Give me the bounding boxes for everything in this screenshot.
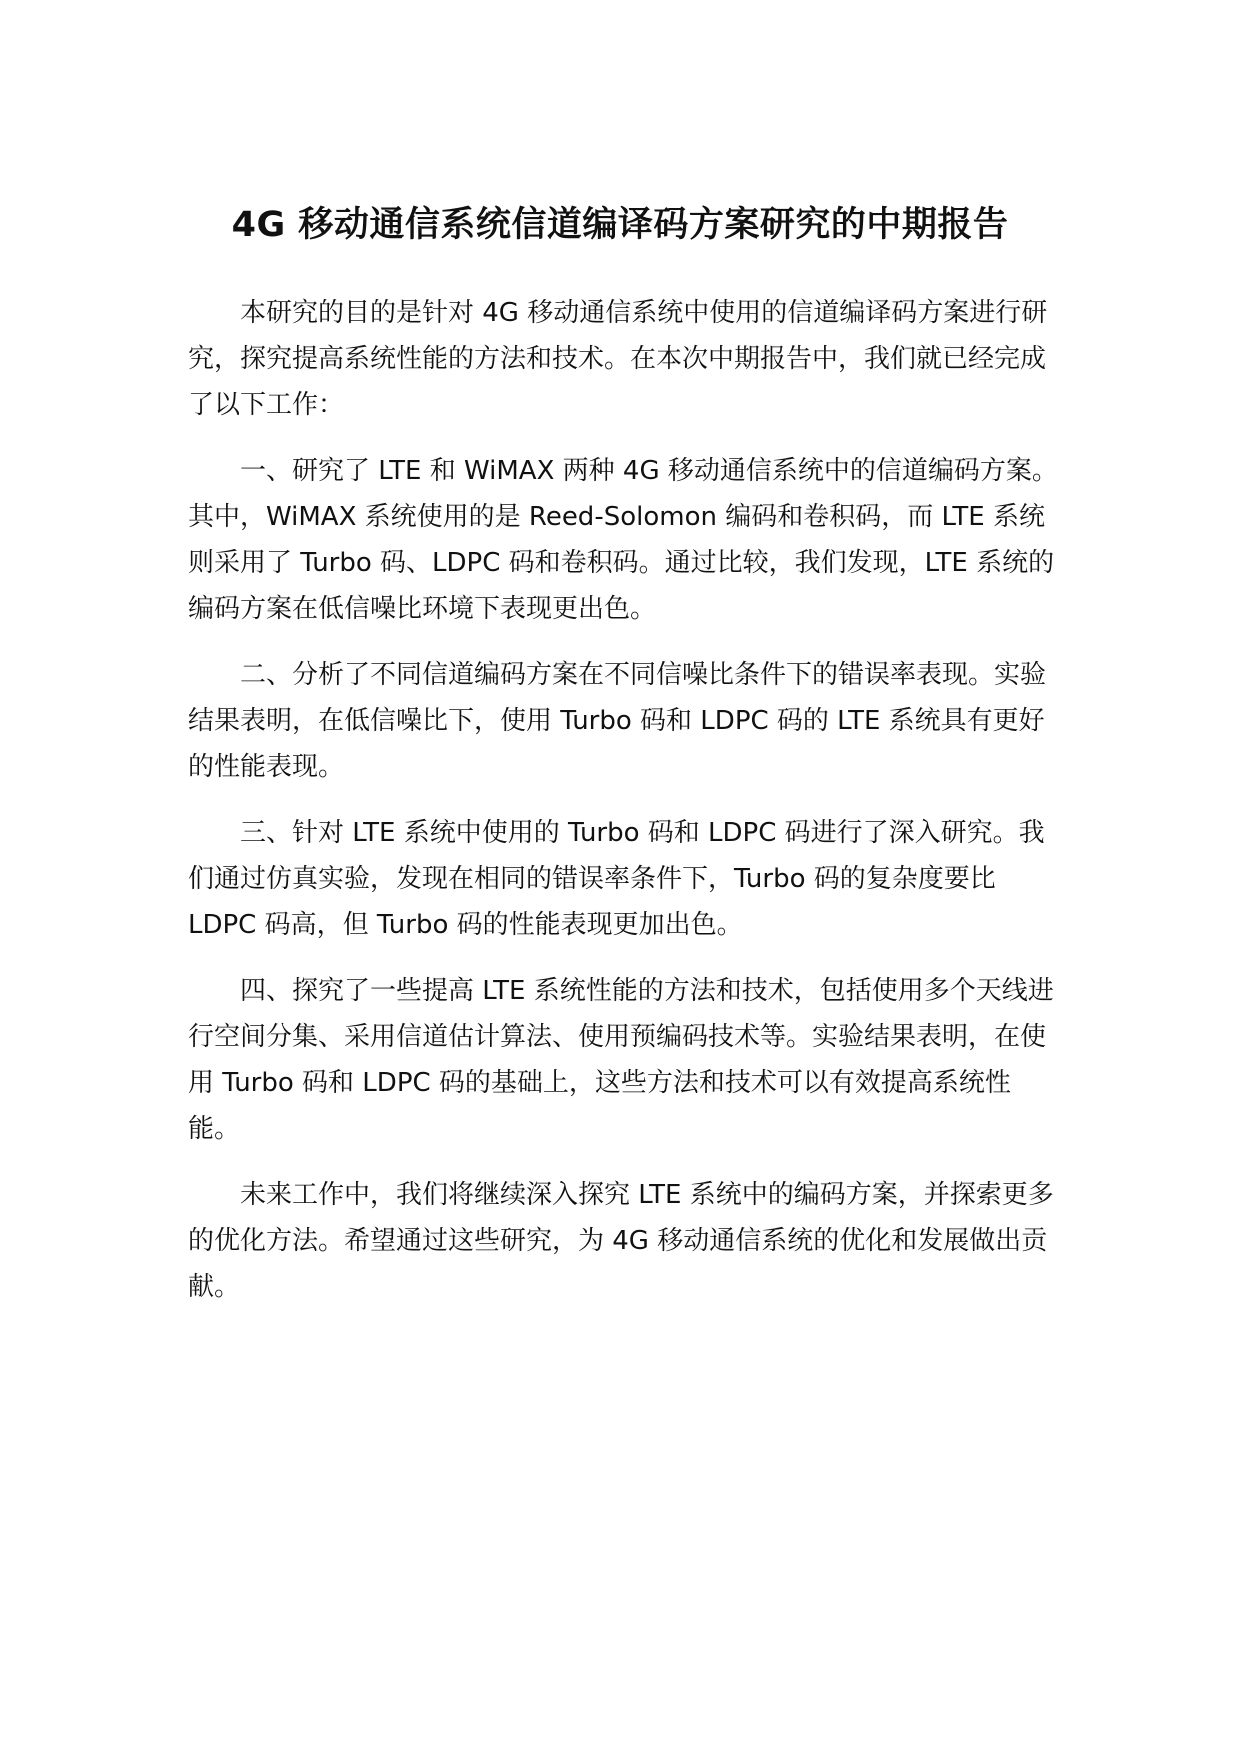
paragraph-intro: 本研究的目的是针对 4G 移动通信系统中使用的信道编译码方案进行研究，探究提高系统性能的方法和技术。在本次中期报告中，我们就已经完成了以下工作： (188, 298, 1048, 420)
paragraph-item-2: 二、分析了不同信道编码方案在不同信噪比条件下的错误率表现。实验结果表明，在低信噪比下，使用 Turbo 码和 LDPC 码的 LTE 系统具有更好的性能表现。 (188, 660, 1047, 782)
paragraph-item-1: 一、研究了 LTE 和 WiMAX 两种 4G 移动通信系统中的信道编码方案。其中，WiMAX 系统使用的是 Reed-Solomon 编码和卷积码，而 LTE 系统则采用了 Turbo 码、LDPC 码和卷积码。通过比较，我们发现，LTE 系统的编码方案在低信噪比环境下表现更出色。 (188, 456, 1058, 624)
document-body (188, 290, 1058, 1330)
document-title: 4G 移动通信系统信道编译码方案研究的中期报告 (231, 205, 1009, 246)
paragraph-item-3: 三、针对 LTE 系统中使用的 Turbo 码和 LDPC 码进行了深入研究。我们通过仿真实验，发现在相同的错误率条件下，Turbo 码的复杂度要比 LDPC 码高，但 Turbo 码的性能表现更加出色。 (188, 818, 1045, 940)
paragraph-item-4: 四、探究了一些提高 LTE 系统性能的方法和技术，包括使用多个天线进行空间分集、采用信道估计算法、使用预编码技术等。实验结果表明，在使用 Turbo 码和 LDPC 码的基础上，这些方法和技术可以有效提高系统性能。 (188, 976, 1054, 1144)
paragraph-conclusion: 未来工作中，我们将继续深入探究 LTE 系统中的编码方案，并探索更多的优化方法。希望通过这些研究，为 4G 移动通信系统的优化和发展做出贡献。 (188, 1180, 1054, 1302)
